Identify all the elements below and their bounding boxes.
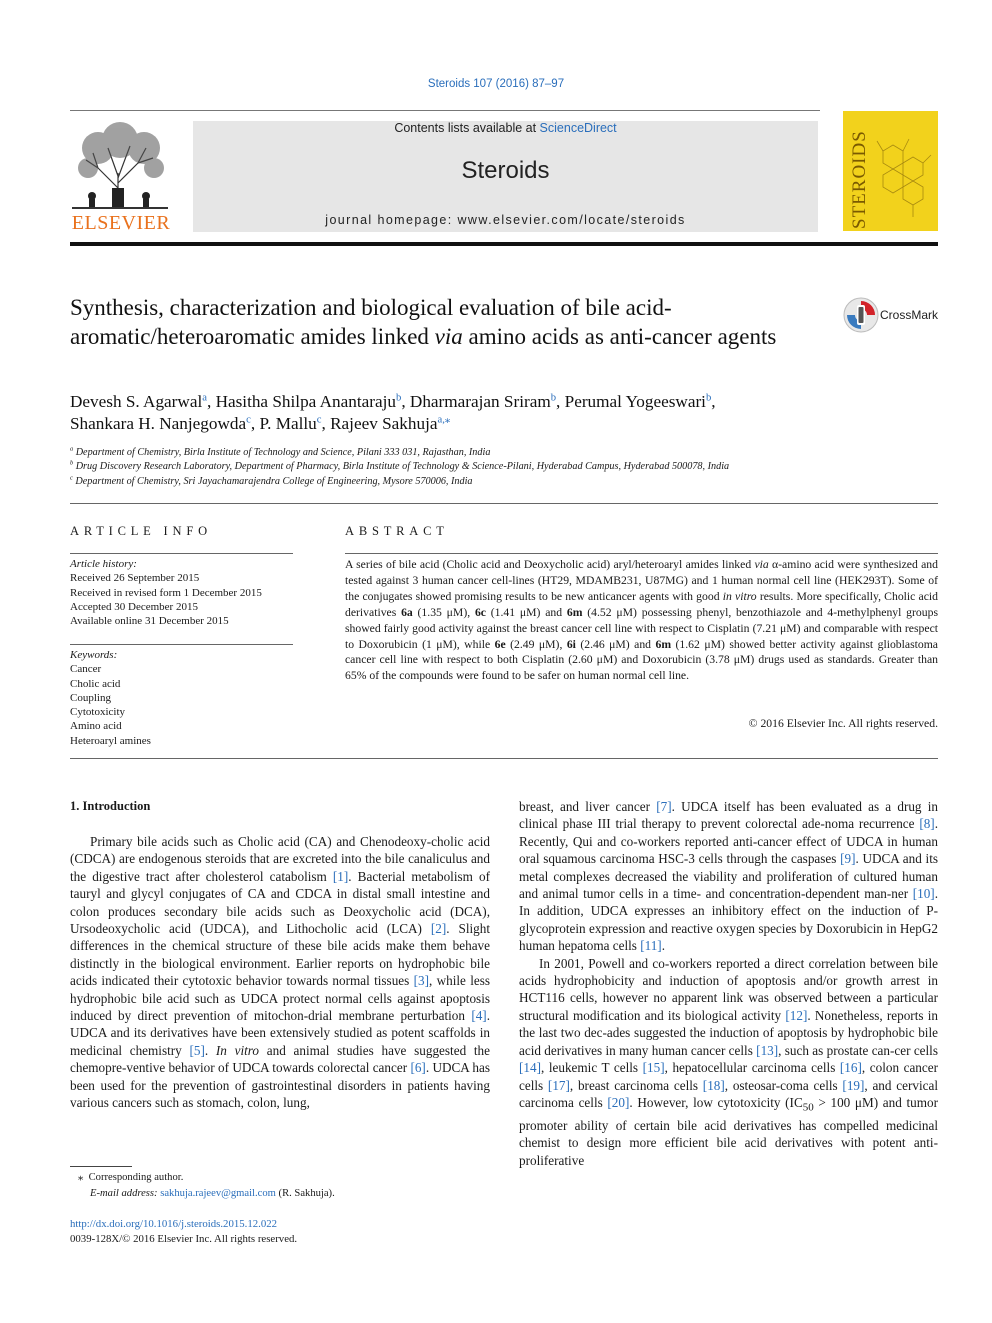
abstract-text: A series of bile acid (Cholic acid and Deoxycholic acid) aryl/heteroaryl amides linked via α-amino acid were synthesized and tested against 3 human cancer cell-lines (HT29, MDAMB231, U87MG) and 1 human normal cell line (HEK293T). Some of the conjugates showed promising results to be new anticancer agents with good in vitro results. More specifically, Cholic acid derivatives 6a (1.35 μM), 6c (1.41 μM) and 6m (4.52 μM) possessing phenyl, benzothiazole and 4-methylphenyl groups showed fairly good activity against the breast cancer cell line with respect to Cisplatin (7.21 μM) and comparable with respect to Doxorubicin (1 μM), while 6e (2.49 μM), 6i (2.46 μM) and 6m (1.62 μM) showed better activity against glioblastoma cancer cell line with respect to both Cisplatin (2.60 μM) and Doxorubicin (3.78 μM) drugs used as standards. Greater than 65% of the compounds were found to be safer on human normal cell line. xyxy=(345,558,938,683)
doi-block xyxy=(70,1217,490,1246)
keywords: Keywords: Cancer Cholic acid Coupling Cytotoxicity Amino acid Heteroaryl amines xyxy=(70,648,300,748)
journal-citation-link[interactable]: Steroids 107 (2016) 87–97 xyxy=(427,78,565,90)
article-info-divider xyxy=(70,553,293,554)
reference-link[interactable]: [6] xyxy=(410,1060,426,1076)
reference-link[interactable]: [10] xyxy=(912,886,935,902)
issn-copyright: 0039-128X/© 2016 Elsevier Inc. All rights reserved. xyxy=(70,1232,298,1245)
reference-link[interactable]: [15] xyxy=(642,1060,665,1076)
reference-link[interactable]: [16] xyxy=(839,1060,862,1076)
journal-cover-thumbnail[interactable] xyxy=(843,111,938,231)
reference-link[interactable]: [12] xyxy=(785,1007,808,1023)
journal-homepage-link[interactable]: journal homepage: www.elsevier.com/locate/steroids xyxy=(325,213,686,227)
section-divider xyxy=(70,503,938,504)
doi-link[interactable]: http://dx.doi.org/10.1016/j.steroids.2015.12.022 xyxy=(70,1218,278,1230)
history-item: Received 26 September 2015 xyxy=(70,572,200,585)
keyword: Cholic acid xyxy=(70,677,121,690)
reference-link[interactable]: [19] xyxy=(842,1077,865,1093)
crossmark-label[interactable]: CrossMark xyxy=(880,308,939,322)
crossmark-icon[interactable] xyxy=(843,297,879,333)
author[interactable]: Dharmarajan Sriram$^b$ xyxy=(409,392,557,411)
cover-title: STEROIDS xyxy=(849,130,870,229)
author[interactable]: P. Mallu$^c$ xyxy=(259,414,322,433)
article-history: Article history: Received 26 September 2015 Received in revised form 1 December 2015 Accepted 30 December 2015 Available online 31 December 2015 xyxy=(70,557,300,628)
history-item: Available online 31 December 2015 xyxy=(70,615,229,628)
author[interactable]: Rajeev Sakhuja$^{a,⁎}$ xyxy=(330,414,451,433)
keyword: Amino acid xyxy=(70,720,122,733)
reference-link[interactable]: [5] xyxy=(189,1042,205,1058)
reference-link[interactable]: [4] xyxy=(471,1008,487,1024)
reference-link[interactable]: [11] xyxy=(640,938,662,954)
keyword: Heteroaryl amines xyxy=(70,734,151,747)
reference-link[interactable]: [8] xyxy=(919,816,935,832)
footnote-divider xyxy=(70,1166,132,1167)
paragraph: In 2001, Powell and co-workers reported a direct correlation between bile acids hydrophobicity and induction of apoptosis and/or growth arrest in HCT116 cells, however no apparent link was observed between a particular structural modification and its biological activity [12]. Nonetheless, reports in the last two dec-ades suggested the induction of apoptosis by hydrophobic bile acid derivatives in many human cancer cells [13], such as prostate can-cer cells [14], leukemic T cells [15], hepatocellular carcinoma cells [16], colon cancer cells [17], breast carcinoma cells [18], osteosar-coma cells [19], and cervical carcinoma cells [20]. However, low cytotoxicity ($IC_{50} > 100$ μM) and tumor promoter ability of certain bile acid derivatives has compelled medicinal chemist to design more efficient bile acid derivatives with potent anti-proliferative xyxy=(519,955,939,1168)
reference-link[interactable]: [3] xyxy=(413,973,429,989)
introduction-heading: 1. Introduction xyxy=(70,799,151,813)
reference-link[interactable]: [7] xyxy=(656,799,672,814)
header-thick-divider xyxy=(70,242,938,246)
reference-link[interactable]: [2] xyxy=(430,921,447,937)
journal-name: Steroids xyxy=(461,157,550,184)
reference-link[interactable]: [14] xyxy=(519,1060,541,1076)
section-divider xyxy=(70,758,938,759)
abstract-divider xyxy=(345,553,938,554)
author[interactable]: Perumal Yogeeswari$^b$ xyxy=(564,392,712,411)
body-column-left: Primary bile acids such as Cholic acid (CA) and Chenodeoxy-cholic acid (CDCA) are endogenous steroids that are excreted into the bile canaliculus and the digestive tract after cholesterol catabolism [1]. Bacterial metabolism of tauryl and glycyl conjugates of CA and CDCA in distal small intestine and colon produces secondary bile acids such as Deoxycholic acid (DCA), Ursodeoxycholic acid (UDCA), and Lithocholic acid (LCA) [2]. Slight differences in the chemical structure of these bile acids make them behave distinctly in the biological environment. Earlier reports on hydrophobic bile acids indicated their cytotoxic behavior towards normal tissues [3], while less hydrophobic bile acid such as UDCA protect normal cells against apoptosis induced by direct prevention of mitochon-drial membrane perturbation [4]. UDCA and its derivatives have been extensively studied as potent scaffolds in medicinal chemistry [5]. In vitro and animal studies have suggested the chemopre-ventive behavior of UDCA towards colorectal cancer [6]. UDCA has been used for the prevention of gastrointestinal disorders in patients having various cancers such as stomach, colon, lung, xyxy=(70,834,491,1111)
elsevier-wordmark: ELSEVIER xyxy=(71,212,171,234)
article-info-heading: ARTICLE INFO xyxy=(70,524,212,538)
affiliation: $^a$ Department of Chemistry, Birla Institute of Technology and Science, Pilani 333 031, Rajasthan, India xyxy=(70,445,491,458)
contents-availability-line: Contents lists available at ScienceDirect xyxy=(394,121,617,135)
paragraph: breast, and liver cancer [7]. UDCA itself has been evaluated as a drug in clinical phase III trial therapy to prevent colorectal ade-noma recurrence [8]. Recently, Qui and co-workers reported anti-cancer effect of UDCA in human oral squamous carcinoma HSC-3 cells through the caspases [9]. UDCA and its metal complexes decreased the viability and proliferation of cultured human and animal tumor cells in a time- and concentration-dependent man-ner [10]. In addition, UDCA expresses an inhibitory effect on the induction of P-glycoprotein expression and reactive oxygen species by Doxorubicin in HepG2 human hepatoma cells [11]. xyxy=(519,799,938,954)
footnotes xyxy=(70,1170,490,1202)
header-divider xyxy=(70,110,820,111)
reference-link[interactable]: [18] xyxy=(702,1077,725,1093)
affiliation: $^b$ Drug Discovery Research Laboratory, Department of Pharmacy, Birla Institute of Technology & Science-Pilani, Hyderabad Campus, Hyderabad 500078, India xyxy=(70,459,730,473)
author[interactable]: Shankara H. Nanjegowda$^c$ xyxy=(70,414,251,433)
reference-link[interactable]: [20] xyxy=(607,1094,630,1110)
reference-link[interactable]: [13] xyxy=(756,1042,779,1058)
article-title: Synthesis, characterization and biological evaluation of bile acid-aromatic/heteroaromatic amides linked via amino acids as anti-cancer agents xyxy=(70,295,777,349)
abstract-copyright: © 2016 Elsevier Inc. All rights reserved. xyxy=(748,717,938,730)
corresponding-author-note: ⁎ Corresponding author. xyxy=(78,1172,184,1183)
keyword: Cancer xyxy=(70,663,102,676)
email-link[interactable]: sakhuja.rajeev@gmail.com xyxy=(160,1188,276,1199)
sciencedirect-link[interactable]: ScienceDirect xyxy=(539,121,617,135)
abstract-heading: ABSTRACT xyxy=(345,524,449,538)
history-item: Accepted 30 December 2015 xyxy=(70,600,198,613)
history-item: Received in revised form 1 December 2015 xyxy=(70,586,262,599)
reference-link[interactable]: [9] xyxy=(840,851,856,867)
affiliations xyxy=(70,446,938,489)
email-note: E-mail address: sakhuja.rajeev@gmail.com (R. Sakhuja). xyxy=(90,1188,335,1199)
reference-link[interactable]: [1] xyxy=(332,868,349,884)
body-column-right xyxy=(519,798,938,1169)
reference-link[interactable]: [17] xyxy=(547,1077,570,1093)
author[interactable]: Hasitha Shilpa Anantaraju$^b$ xyxy=(215,392,402,411)
article-info-divider xyxy=(70,644,293,645)
author-list: Devesh S. Agarwal$^a$, Hasitha Shilpa Anantaraju$^b$, Dharmarajan Sriram$^b$, Perumal Yogeeswari$^b$, Shankara H. Nanjegowda$^c$, P. Mallu$^c$, Rajeev Sakhuja$^{a,⁎}$ xyxy=(70,392,716,433)
keyword: Cytotoxicity xyxy=(70,706,125,719)
affiliation: $^c$ Department of Chemistry, Sri Jayachamarajendra College of Engineering, Mysore 570006, India xyxy=(70,474,473,487)
keyword: Coupling xyxy=(70,691,111,704)
author[interactable]: Devesh S. Agarwal$^a$ xyxy=(70,392,207,411)
